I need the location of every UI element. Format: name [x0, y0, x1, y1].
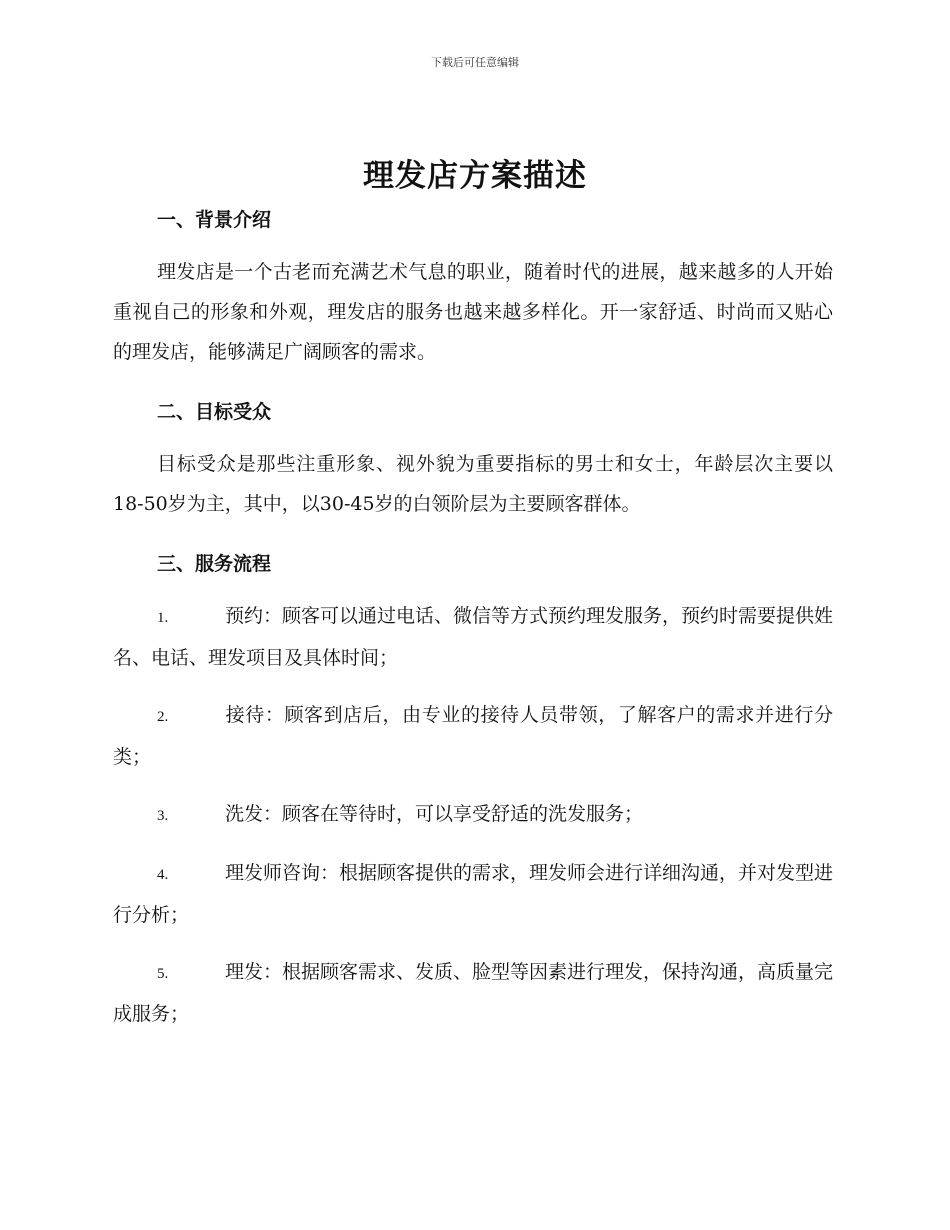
list-item — [113, 853, 833, 935]
section-paragraph-audience: 目标受众是那些注重形象、视外貌为重要指标的男士和女士，年龄层次主要以18-50岁为主，其中，以30-45岁的白领阶层为主要顾客群体。 — [113, 453, 833, 515]
list-item-number: 4. — [157, 867, 169, 883]
list-item-text: 理发：根据顾客需求、发质、脸型等因素进行理发，保持沟通，高质量完成服务； — [113, 961, 834, 1025]
list-item — [113, 794, 833, 836]
page-header-note: 下载后可任意编辑 — [431, 56, 519, 69]
list-item-number: 5. — [157, 966, 169, 982]
list-item-text: 洗发：顾客在等待时，可以享受舒适的洗发服务； — [225, 803, 644, 825]
list-item-number: 2. — [157, 709, 169, 725]
service-flow-list — [113, 596, 833, 1034]
list-item-text: 理发师咨询：根据顾客提供的需求，理发师会进行详细沟通，并对发型进行分析； — [113, 862, 834, 926]
section-heading-background: 一、背景介绍 — [157, 209, 272, 231]
section-heading-audience: 二、目标受众 — [157, 401, 272, 423]
list-item-number: 3. — [157, 808, 169, 824]
list-item-number: 1. — [157, 610, 169, 626]
document-title: 理发店方案描述 — [363, 158, 587, 194]
section-heading-service-flow: 三、服务流程 — [157, 553, 272, 575]
list-item — [113, 952, 833, 1034]
list-item — [113, 695, 833, 777]
section-paragraph-background: 理发店是一个古老而充满艺术气息的职业，随着时代的进展，越来越多的人开始重视自己的形象和外观，理发店的服务也越来越多样化。开一家舒适、时尚而又贴心的理发店，能够满足广阔顾客的需求。 — [113, 261, 833, 363]
document-body — [113, 200, 833, 1051]
list-item-text: 预约：顾客可以通过电话、微信等方式预约理发服务，预约时需要提供姓名、电话、理发项目及具体时间； — [113, 605, 834, 669]
list-item — [113, 596, 833, 678]
list-item-text: 接待：顾客到店后，由专业的接待人员带领，了解客户的需求并进行分类； — [113, 704, 833, 768]
